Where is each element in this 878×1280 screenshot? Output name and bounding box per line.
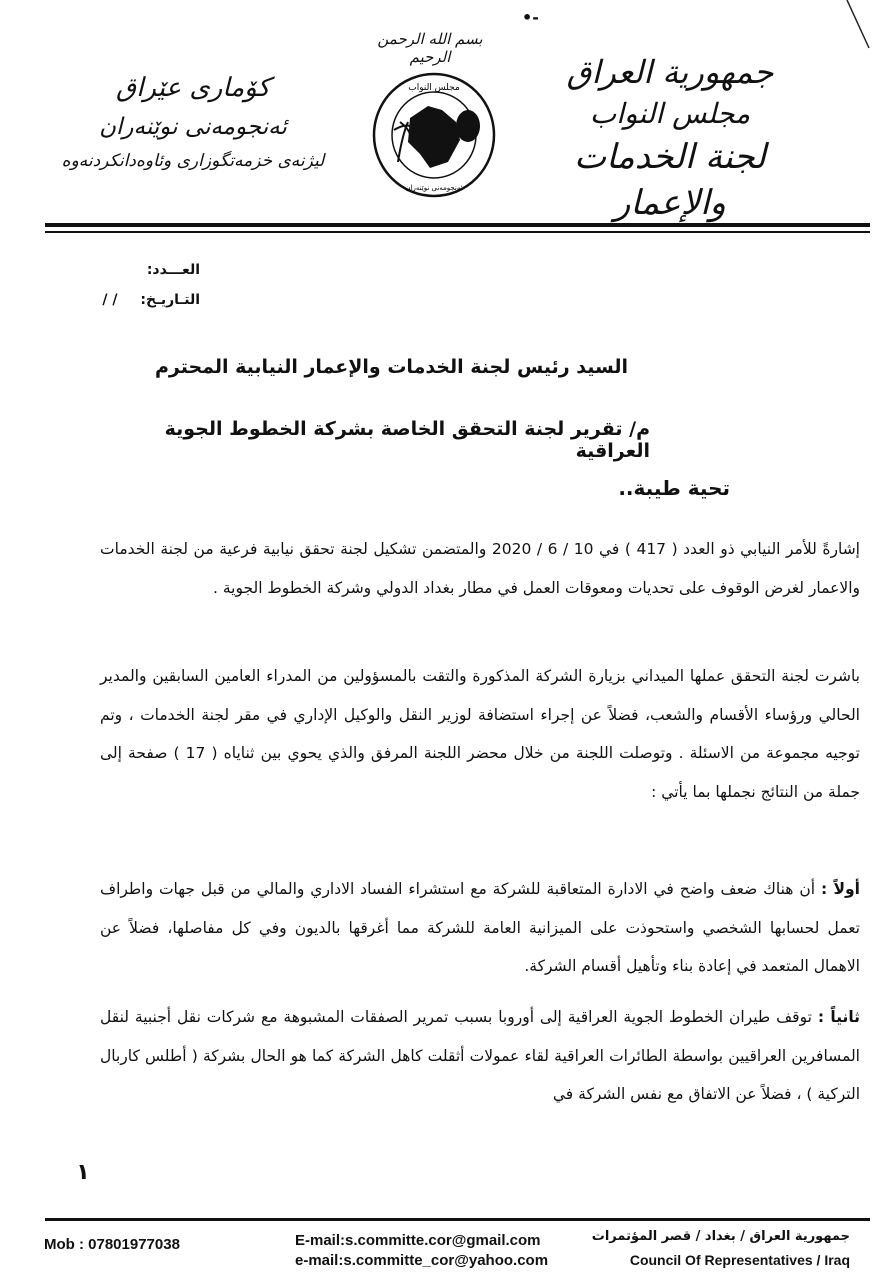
footer-mobile: Mob : 07801977038	[44, 1236, 180, 1253]
header-rule-thick	[45, 223, 870, 227]
second-finding-label: ثانياً :	[817, 1008, 861, 1026]
second-finding-text: توقف طيران الخطوط الجوية العراقية إلى أوروبا بسبب تمرير الصفقات المشبوهة مع شركات نقل أجنبية لنقل المسافرين العراقيين بواسطة الطائرات العراقية لقاء عمولات أثقلت كاهل الشركة كما هو الحال بشركة ( أطلس كاربال التركية ) ، فضلاً عن الاتفاق مع نفس الشركة في	[100, 1008, 860, 1103]
paragraph-first-finding	[100, 870, 860, 986]
header-country: جمهورية العراق	[566, 53, 774, 91]
footer-email-yahoo[interactable]: e-mail:s.committe_cor@yahoo.com	[295, 1252, 549, 1269]
header-country-ku: كۆماری عێراق	[116, 73, 270, 103]
header-rule-thin	[45, 231, 870, 233]
seal-top-text: مجلس النواب	[408, 83, 460, 93]
header-council-ku: ئەنجومەنی نوێنەران	[99, 114, 287, 140]
seal-bottom-text: ئەنجومەنی نوێنەران	[405, 184, 463, 192]
first-finding-label: أولاً :	[820, 880, 860, 898]
footer-rule	[45, 1218, 870, 1221]
footer-email-gmail[interactable]: E-mail:s.committe.cor@gmail.com	[295, 1232, 541, 1249]
addressee: السيد رئيس لجنة الخدمات والإعمار النيابية المحترم	[154, 356, 628, 378]
footer-address-english: Council Of Representatives / Iraq	[629, 1252, 850, 1268]
page-number: ١	[76, 1160, 90, 1185]
date-label: التـاريـخ:	[140, 292, 200, 308]
paragraph-2: باشرت لجنة التحقق عملها الميداني بزيارة الشركة المذكورة والتقت بالمسؤولين من المدراء العامين السابقين والمدير الحالي ورؤساء الأقسام والشعب، فضلاً عن إجراء استضافة لوزير النقل والوكيل الإداري في مقر لجنة الخدمات ، وتم توجيه مجموعة من الاسئلة . وتوصلت اللجنة من خلال محضر اللجنة المرفق والذي يحوي بين ثناياه ( 17 ) صفحة إلى جملة من النتائج نجملها بما يأتي :	[100, 667, 860, 801]
header-committee: لجنة الخدمات والإعمار	[574, 137, 766, 223]
top-mark: •-	[522, 8, 539, 27]
footer-address-arabic: جمهورية العراق / بغداد / قصر المؤتمرات	[591, 1229, 850, 1244]
date-field	[60, 292, 200, 308]
header-council: مجلس النواب	[589, 97, 751, 130]
header-arabic	[540, 50, 800, 226]
greeting: تحية طيبة..	[618, 476, 730, 500]
parliament-seal-logo	[370, 70, 498, 200]
date-value: / /	[102, 292, 118, 308]
subject-line: م/ تقرير لجنة التحقق الخاصة بشركة الخطوط الجوية العراقية	[164, 418, 650, 462]
first-finding-text: أن هناك ضعف واضح في الادارة المتعاقبة للشركة مع استشراء الفساد الاداري والمالي من قبل جهات واطراف تعمل لحسابها الشخصي واستحوذت على الميزانية العامة للشركة مما أغرقها بالديون وفي كل مفاصلها، فضلاً عن الاهمال المتعمد في إعادة بناء وتأهيل أقسام الشركة.	[100, 880, 860, 975]
header-committee-ku: لیژنەی خزمەتگوزاری وئاوەدانکردنەوە	[61, 151, 325, 171]
reference-number-label: العـــدد:	[146, 262, 200, 278]
corner-mark	[845, 0, 878, 60]
paragraph-second-finding	[100, 998, 860, 1114]
paragraph-1: إشارةً للأمر النيابي ذو العدد ( 417 ) في 10 / 6 / 2020 والمتضمن تشكيل لجنة تحقق نيابية فرعية من لجنة الخدمات والاعمار لغرض الوقوف على تحديات ومعوقات العمل في مطار بغداد الدولي وشركة الخطوط الجوية .	[100, 540, 860, 597]
header-kurdish	[58, 68, 328, 176]
basmala: بسم الله الرحمن الرحيم	[377, 30, 483, 66]
